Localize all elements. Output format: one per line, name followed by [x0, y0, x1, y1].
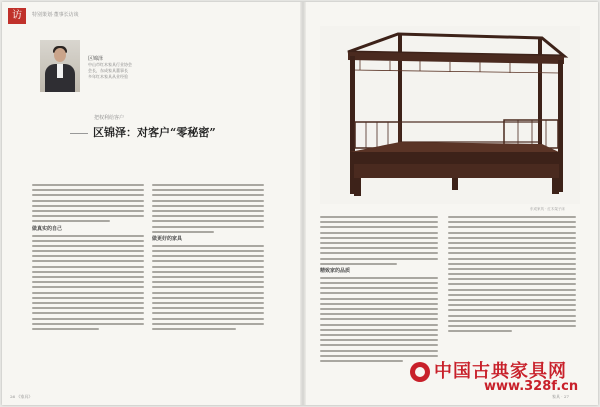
body-column-1: [32, 184, 144, 333]
body-column-4: [448, 216, 576, 335]
profile-bio-2: 会长，东成家具董事长: [88, 68, 128, 73]
heading-3: 精致家的品质: [320, 267, 351, 274]
page-fold: [300, 2, 306, 405]
folio-right: 家具 · 27: [552, 394, 569, 399]
photo-caption: 东成家具 · 红木架子床: [530, 207, 565, 211]
watermark-logo-icon: [410, 362, 430, 382]
body-column-3: [320, 216, 438, 365]
heading-1: 做真实的自己: [32, 225, 63, 232]
portrait-photo: [40, 40, 80, 92]
profile-name: 区锦泽: [88, 56, 104, 62]
magazine-spread: [2, 2, 598, 405]
profile-bio-1: 中山市红木家具行业协会: [88, 62, 132, 67]
column-tag: 特别策划·董事长访谈: [32, 12, 79, 18]
folio-left: 26 《家具》: [10, 394, 33, 399]
section-badge: 访: [8, 8, 26, 24]
heading-2: 做更好的家具: [152, 235, 183, 242]
article-subtitle: 把权利给客户: [94, 115, 125, 121]
profile-caption: [88, 56, 208, 80]
watermark-url: www.328f.cn: [484, 379, 579, 394]
body-column-2: [152, 184, 264, 333]
watermark-site-name: 中国古典家具网: [434, 361, 567, 382]
profile-bio-3: 多年红木家具从业经验: [88, 74, 128, 79]
article-title-text: 区锦泽：对客户“零秘密”: [93, 126, 216, 139]
canopy-bed-photo: [320, 26, 580, 204]
article-title: [70, 124, 216, 140]
